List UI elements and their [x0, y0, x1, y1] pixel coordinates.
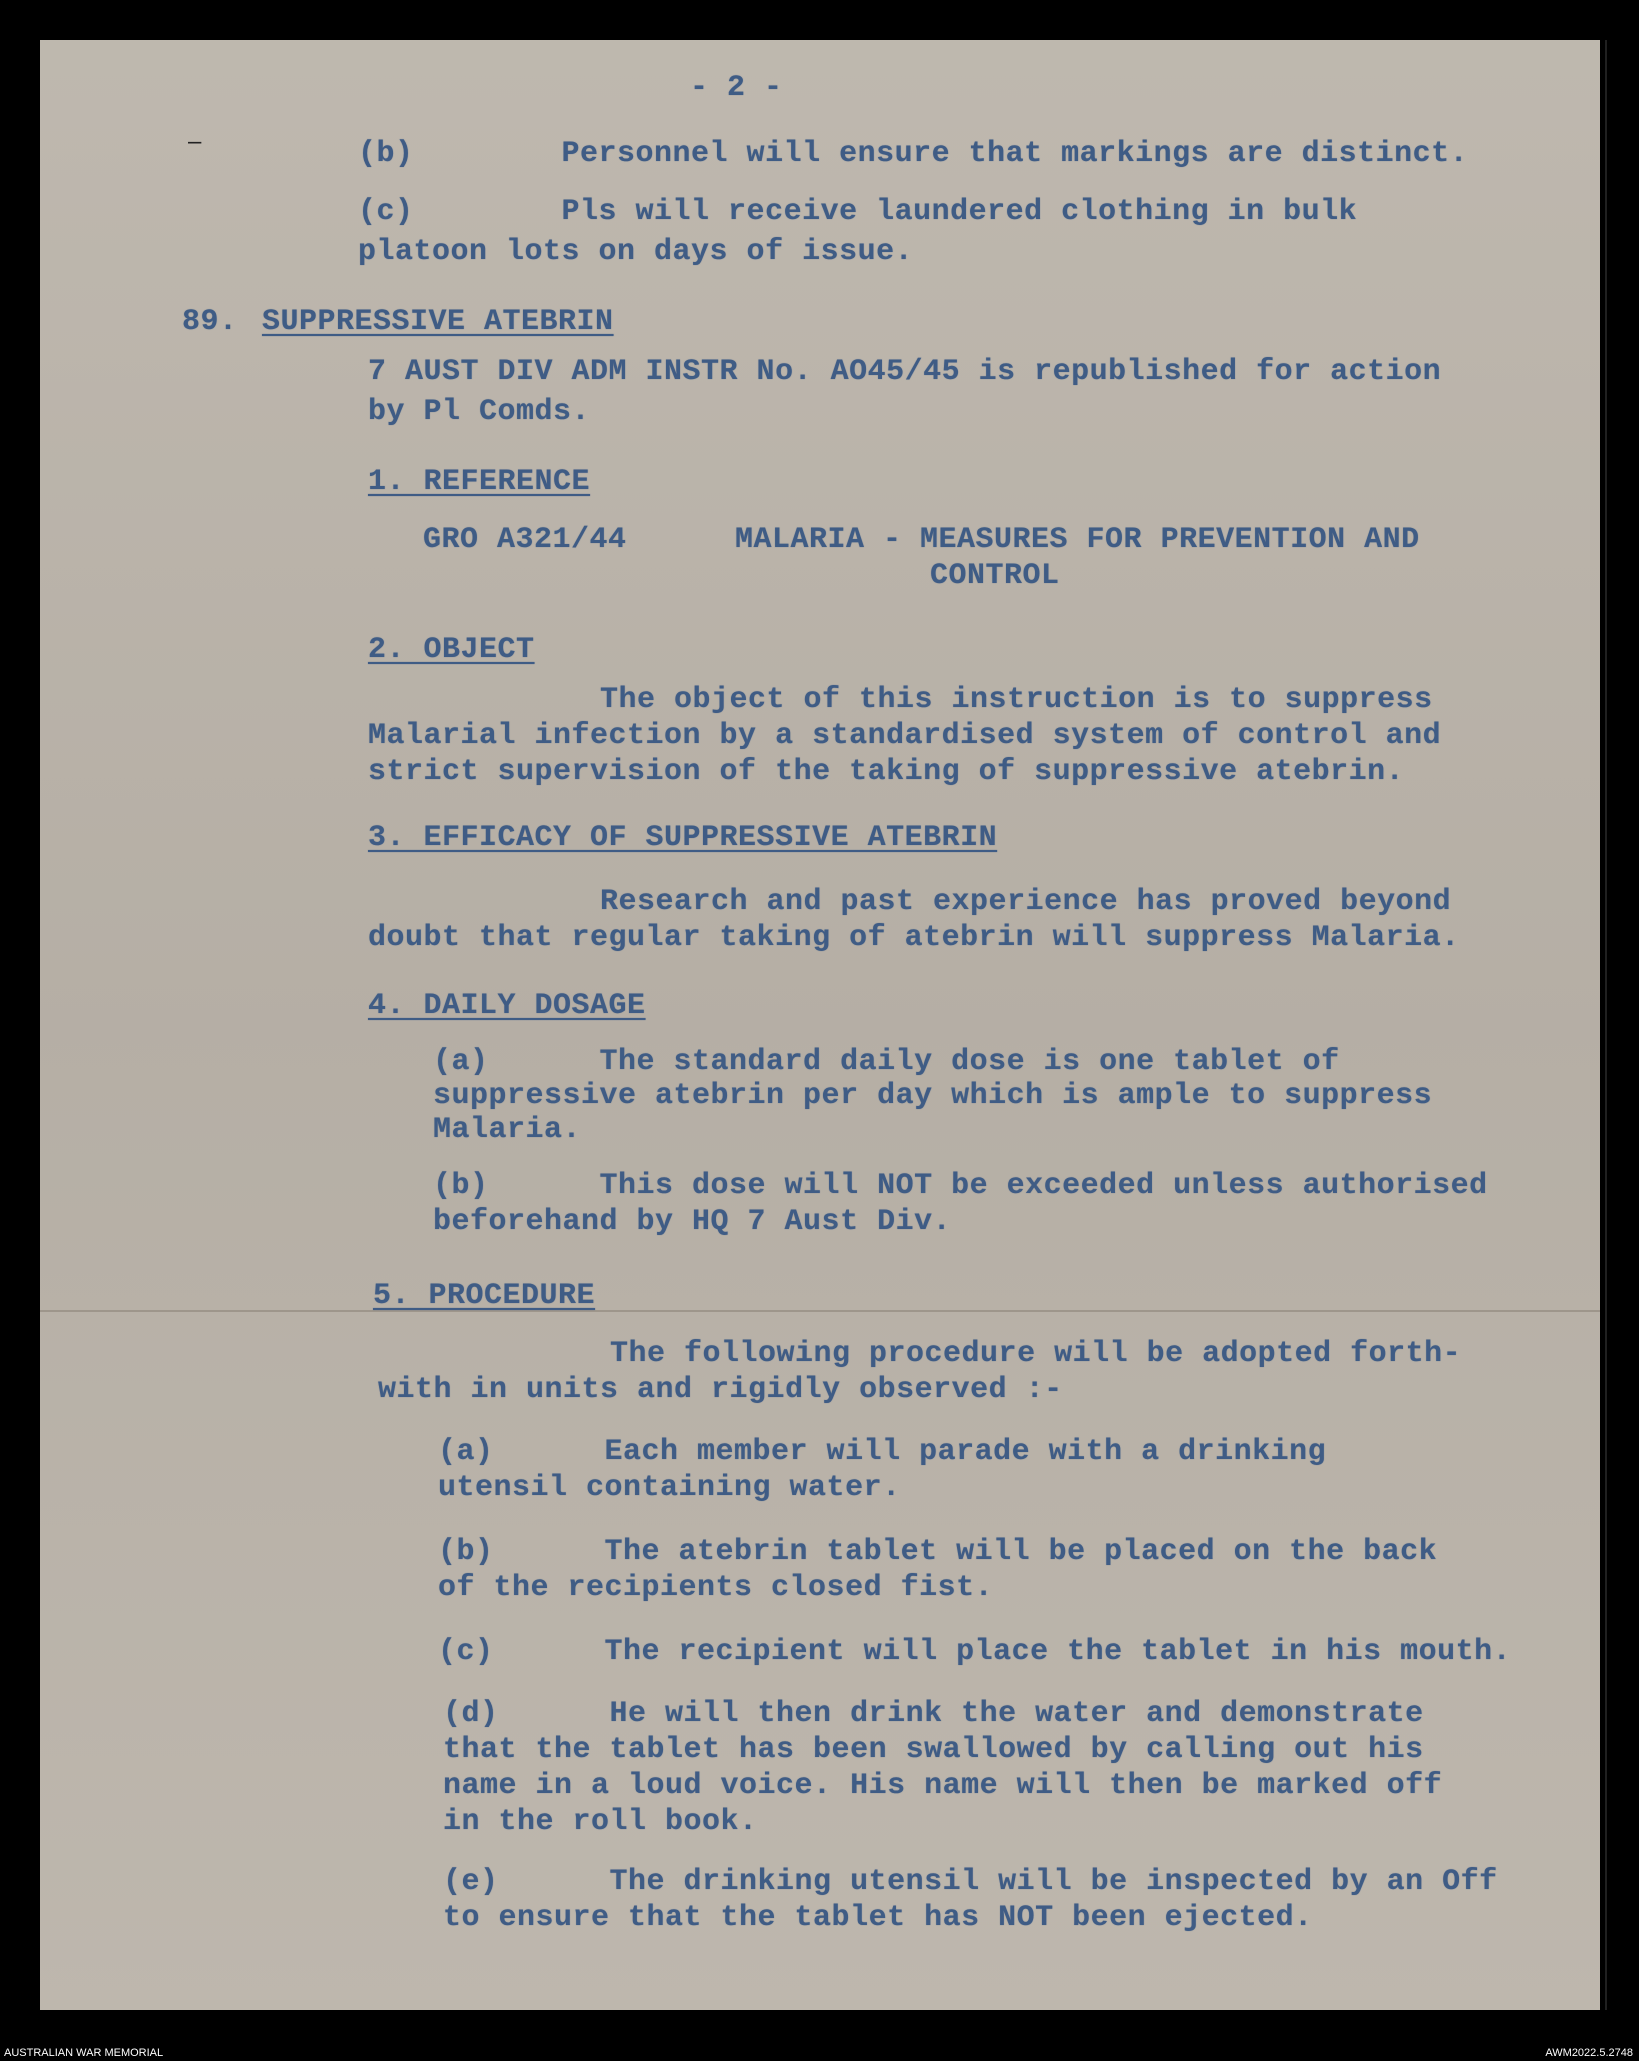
heading-procedure: 5. PROCEDURE — [373, 1279, 596, 1313]
efficacy-line-2: doubt that regular taking of atebrin will suppress Malaria. — [368, 921, 1460, 955]
procedure-b-line-2: of the recipients closed fist. — [438, 1571, 994, 1605]
dosage-b-line-1: (b) This dose will NOT be exceeded unless authorised — [433, 1169, 1488, 1203]
procedure-intro-1: The following procedure will be adopted forth- — [610, 1337, 1462, 1371]
dosage-a-line-3: Malaria. — [433, 1113, 582, 1147]
pen-mark: – — [188, 128, 202, 155]
procedure-intro-2: with in units and rigidly observed :- — [378, 1373, 1063, 1407]
object-line-3: strict supervision of the taking of suppressive atebrin. — [368, 755, 1405, 789]
section-number: 89. — [182, 305, 238, 339]
section-heading: SUPPRESSIVE ATEBRIN — [262, 305, 614, 339]
procedure-c-line: (c) The recipient will place the tablet in his mouth. — [438, 1635, 1512, 1669]
page-number: - 2 - — [690, 71, 783, 105]
procedure-e-line-2: to ensure that the tablet has NOT been ejected. — [443, 1901, 1313, 1935]
procedure-a-line-1: (a) Each member will parade with a drinking — [438, 1435, 1327, 1469]
paper-edge-shadow — [1605, 40, 1607, 2010]
item-b-clothing: (b) Personnel will ensure that markings are distinct. — [358, 137, 1469, 171]
intro-line-2: by Pl Comds. — [368, 395, 591, 429]
heading-efficacy: 3. EFFICACY OF SUPPRESSIVE ATEBRIN — [368, 821, 998, 855]
footer-accession-number: AWM2022.5.2748 — [1545, 2047, 1633, 2059]
reference-title: MALARIA - MEASURES FOR PREVENTION AND — [735, 523, 1420, 557]
paper-fold-line — [40, 1310, 1600, 1312]
procedure-d-line-1: (d) He will then drink the water and demonstrate — [443, 1697, 1424, 1731]
item-c-clothing-cont: platoon lots on days of issue. — [358, 235, 914, 269]
reference-title-cont: CONTROL — [930, 559, 1060, 593]
procedure-d-line-2: that the tablet has been swallowed by calling out his — [443, 1733, 1424, 1767]
object-line-1: The object of this instruction is to suppress — [600, 683, 1433, 717]
procedure-b-line-1: (b) The atebrin tablet will be placed on the back — [438, 1535, 1438, 1569]
heading-reference: 1. REFERENCE — [368, 465, 591, 499]
dosage-a-line-2: suppressive atebrin per day which is ample to suppress — [433, 1079, 1433, 1113]
procedure-d-line-4: in the roll book. — [443, 1805, 758, 1839]
reference-code: GRO A321/44 — [423, 523, 627, 557]
footer-institution: AUSTRALIAN WAR MEMORIAL — [4, 2047, 164, 2059]
heading-object: 2. OBJECT — [368, 633, 535, 667]
efficacy-line-1: Research and past experience has proved beyond — [600, 885, 1452, 919]
heading-daily-dosage: 4. DAILY DOSAGE — [368, 989, 646, 1023]
intro-line-1: 7 AUST DIV ADM INSTR No. AO45/45 is republished for action — [368, 355, 1442, 389]
dosage-b-line-2: beforehand by HQ 7 Aust Div. — [433, 1205, 952, 1239]
procedure-d-line-3: name in a loud voice. His name will then be marked off — [443, 1769, 1443, 1803]
procedure-e-line-1: (e) The drinking utensil will be inspected by an Off — [443, 1865, 1498, 1899]
item-c-clothing: (c) Pls will receive laundered clothing in bulk — [358, 195, 1358, 229]
dosage-a-line-1: (a) The standard daily dose is one tablet of — [433, 1045, 1340, 1079]
procedure-a-line-2: utensil containing water. — [438, 1471, 901, 1505]
object-line-2: Malarial infection by a standardised system of control and — [368, 719, 1442, 753]
